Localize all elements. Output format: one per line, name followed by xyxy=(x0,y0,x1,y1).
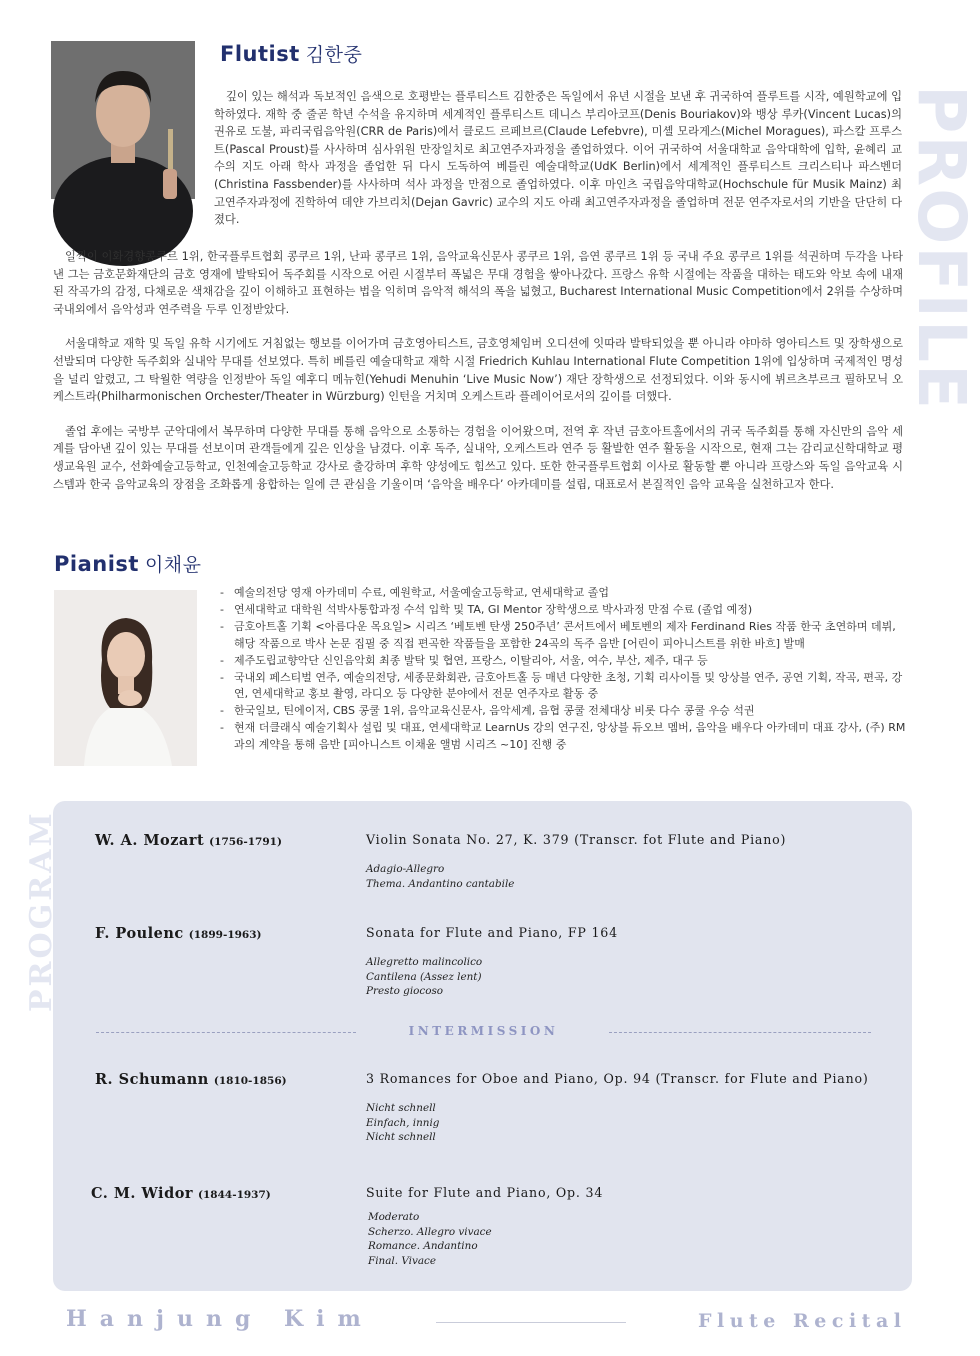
movement: Cantilena (Assez lent) xyxy=(366,970,482,983)
list-item: - 한국일보, 틴에이저, CBS 콩쿨 1위, 음악교육신문사, 음악세계, 음협 콩쿨 전체대상 비롯 다수 콩쿨 우승 석권 xyxy=(218,703,908,720)
work-title: Sonata for Flute and Piano, FP 164 xyxy=(366,925,618,940)
composer-years: (1810-1856) xyxy=(213,1075,287,1087)
movement: Nicht schnell xyxy=(366,1102,436,1114)
footer-performer-name: Hanjung Kim xyxy=(66,1306,374,1332)
list-item: - 제주도립교향악단 신인음악회 최종 발탁 및 협연, 프랑스, 이탈리아, 서울, 여수, 부산, 제주, 대구 등 xyxy=(218,653,908,670)
composer-mozart xyxy=(95,832,282,849)
flutist-intro-text: 깊이 있는 해석과 독보적인 음색으로 호평받는 플루티스트 김한중은 독일에서 유년 시절을 보낸 후 귀국하여 플루트를 시작, 예원학교에 입학하였다. 재학 중 줄곧 학년 수석을 유지하며 세계적인 플루티스트 데니스 부리아코프(Denis Bouriakov)와 뱅상 루카(Vincent Lucas)의 권유로 도불, 파리국립음악원(CRR de Paris)에서 클로드 르페브르(Claude Lefebvre), 미셸 모라게스(Michel Moragues), 파스칼 프루스트(Pascal Proust)를 사사하며 심사위원 만장일치로 최고연주자과정을 졸업하였다. 이어 귀국하여 서울대학교 음악대학에 입학, 윤혜리 교수의 지도 아래 학사 과정을 졸업한 뒤 다시 도독하여 베를린 예술대학교(UdK Berlin)에서 세계적인 플루티스트 크리스티나 파스벤더(Christina Fassbender)를 사사하며 석사 과정을 만점으로 졸업하였다. 이후 마인츠 국립음악대학교(Hochschule für Musik Mainz) 최고연주자과정에 진학하여 데얀 가브리치(Dejan Gavric) 교수의 지도 아래 최고연주자과정을 졸업하며 전문 연주자로서의 기반을 단단히 다졌다. xyxy=(214,90,902,227)
program-watermark-text: PROGRAM xyxy=(24,810,59,1012)
movement: Final. Vivace xyxy=(368,1254,437,1267)
list-item: - 국내외 페스티벌 연주, 예술의전당, 세종문화회관, 금호아트홀 등 매년 다양한 초청, 기획 리사이틀 및 앙상블 연주, 공연 기획, 작곡, 편곡, 강연, 연세대학교 홍보 촬영, 라디오 등 다양한 분야에서 전문 연주자로 활동 중 xyxy=(218,670,908,704)
movement: Adagio-Allegro xyxy=(366,863,445,875)
movement: Presto giocoso xyxy=(366,985,444,998)
movement-list xyxy=(366,862,514,891)
list-item: - 연세대학교 대학원 석박사통합과정 수석 입학 및 TA, GI Mentor 장학생으로 박사과정 만점 수료 (졸업 예정) xyxy=(218,602,908,619)
composer-widor xyxy=(91,1185,271,1202)
intermission-label: INTERMISSION xyxy=(408,1024,559,1038)
composer-years: (1756-1791) xyxy=(209,836,282,848)
profile-watermark-text: PROFILE xyxy=(903,85,980,412)
flutist-heading xyxy=(220,40,362,67)
composer-name: W. A. Mozart xyxy=(95,832,205,849)
movement: Romance. Andantino xyxy=(368,1240,478,1253)
composer-poulenc xyxy=(95,925,262,942)
flutist-paragraph: 일찍이 이화경향콩쿠르 1위, 한국플루트협회 콩쿠르 1위, 난파 콩쿠르 1위, 음악교육신문사 콩쿠르 1위, 음연 콩쿠르 1위 등 국내 주요 콩쿠르 1위를 석권하며 두각을 나타낸 그는 금호문화재단의 금호 영재에 발탁되어 독주회를 시작으로 어린 시절부터 폭넓은 무대 경험을 쌓아나갔다. 프랑스 유학 시절에는 작품을 대하는 태도와 악보 속에 내재된 작곡가의 감정, 다채로운 색채감을 깊이 이해하고 표현하는 법을 익히며 음악적 해석의 폭을 넓혔고, Bucharest International Music Competition에서 2위를 수상하며 국내외에서 음악성과 연주력을 두루 인정받았다. xyxy=(53,250,903,316)
movement-list xyxy=(366,1101,439,1145)
flutist-intro xyxy=(214,88,902,229)
flutist-portrait-image xyxy=(51,41,195,199)
pianist-photo xyxy=(54,590,197,766)
pianist-heading xyxy=(54,550,202,577)
work-title: Suite for Flute and Piano, Op. 34 xyxy=(366,1185,604,1200)
list-item: - 금호아트홀 기획 <아름다운 목요일> 시리즈 ‘베토벤 탄생 250주년’ 콘서트에서 베토벤의 제자 Ferdinand Ries 작품 한국 초연하며 데뷔, 해당 작품으로 박사 논문 집필 중 직접 편곡한 작품들을 포함한 24곡의 독주 음반 [어린이 피아니스트를 위한 바흐] 발매 xyxy=(218,619,908,653)
footer-recital-title: Flute Recital xyxy=(698,1310,907,1332)
flutist-paragraph: 졸업 후에는 국방부 군악대에서 복무하며 다양한 무대를 통해 음악으로 소통하는 경험을 이어왔으며, 전역 후 작년 금호아트홀에서의 귀국 독주회를 통해 자신만의 음악 세계를 담아낸 깊이 있는 무대를 선보이며 관객들에게 깊은 인상을 남겼다. 이후 독주, 실내악, 오케스트라 연주 등 활발한 연주 활동을 시작으로, 현재 그는 감리교신학대학교 평생교육원 교수, 선화예술고등학교, 인천예술고등학교 강사로 출강하며 후학 양성에도 힘쓰고 있다. 또한 한국플루트협회 이사로 활동할 뿐 아니라 프랑스와 독일 음악교육 시스템과 한국 음악교육의 장점을 조화롭게 융합하는 일에 큰 관심을 기울이며 ‘음악을 배우다’ 아카데미를 설립, 대표로서 본질적인 음악 교육을 실천하고자 한다. xyxy=(53,424,903,491)
composer-years: (1899-1963) xyxy=(188,929,262,941)
flutist-photo xyxy=(51,41,195,199)
movement-list xyxy=(366,955,482,999)
pianist-label: Pianist xyxy=(54,552,139,576)
movement: Nicht schnell xyxy=(366,1131,436,1144)
pianist-name: 이채윤 xyxy=(144,554,202,576)
composer-name: R. Schumann xyxy=(95,1071,209,1088)
movement: Scherzo. Allegro vivace xyxy=(368,1225,492,1238)
flutist-biography xyxy=(53,248,903,510)
movement: Allegretto malincolico xyxy=(366,956,483,968)
work-title: Violin Sonata No. 27, K. 379 (Transcr. fot Flute and Piano) xyxy=(366,832,787,847)
movement: Einfach, innig xyxy=(366,1116,440,1129)
flutist-name: 김한중 xyxy=(305,44,363,66)
list-item: - 현재 더클래식 예술기획사 설립 및 대표, 연세대학교 LearnUs 강의 연구진, 앙상블 듀오브 멤버, 음악을 배우다 아카데미 대표 강사, (주) RM과의 계약을 통해 음반 [피아니스트 이채윤 앨범 시리즈 ~10] 진행 중 xyxy=(218,720,908,754)
movement: Thema. Andantino cantabile xyxy=(366,877,515,890)
composer-schumann xyxy=(95,1071,287,1088)
pianist-portrait-image xyxy=(54,590,197,766)
flutist-paragraph: 서울대학교 재학 및 독일 유학 시기에도 거침없는 행보를 이어가며 금호영아티스트, 금호영체임버 오디션에 잇따라 발탁되었을 뿐 아니라 야마하 영아티스트 및 장학생으로 선발되며 다양한 독주회와 실내악 무대를 선보였다. 특히 베를린 예술대학교 재학 시절 Friedrich Kuhlau International Flute Competition 1위에 입상하며 국제적인 명성을 널리 알렸고, 그 탁월한 역량을 인정받아 독일 예후디 메뉴힌(Yehudi Menuhin ‘Live Music Now’) 재단 장학생으로 선정되었다. 이와 동시에 뷔르츠부르크 필하모닉 오케스트라(Philharmonischen Orchester/Theater in Würzburg) 인턴을 거치며 오케스트라 플레이어로서의 깊이를 더했다. xyxy=(53,337,903,404)
intermission-divider xyxy=(96,1024,871,1042)
footer-divider xyxy=(436,1322,626,1323)
movement-list xyxy=(368,1210,492,1268)
pianist-career-list xyxy=(218,585,908,754)
movement: Moderato xyxy=(368,1211,420,1223)
list-item: - 예술의전당 영재 아카데미 수료, 예원학교, 서울예술고등학교, 연세대학교 졸업 xyxy=(218,585,908,602)
composer-name: F. Poulenc xyxy=(95,925,184,942)
composer-years: (1844-1937) xyxy=(198,1189,271,1201)
composer-name: C. M. Widor xyxy=(91,1185,194,1202)
flutist-label: Flutist xyxy=(220,42,300,66)
program-watermark xyxy=(24,810,64,1012)
work-title: 3 Romances for Oboe and Piano, Op. 94 (Transcr. for Flute and Piano) xyxy=(366,1071,869,1086)
